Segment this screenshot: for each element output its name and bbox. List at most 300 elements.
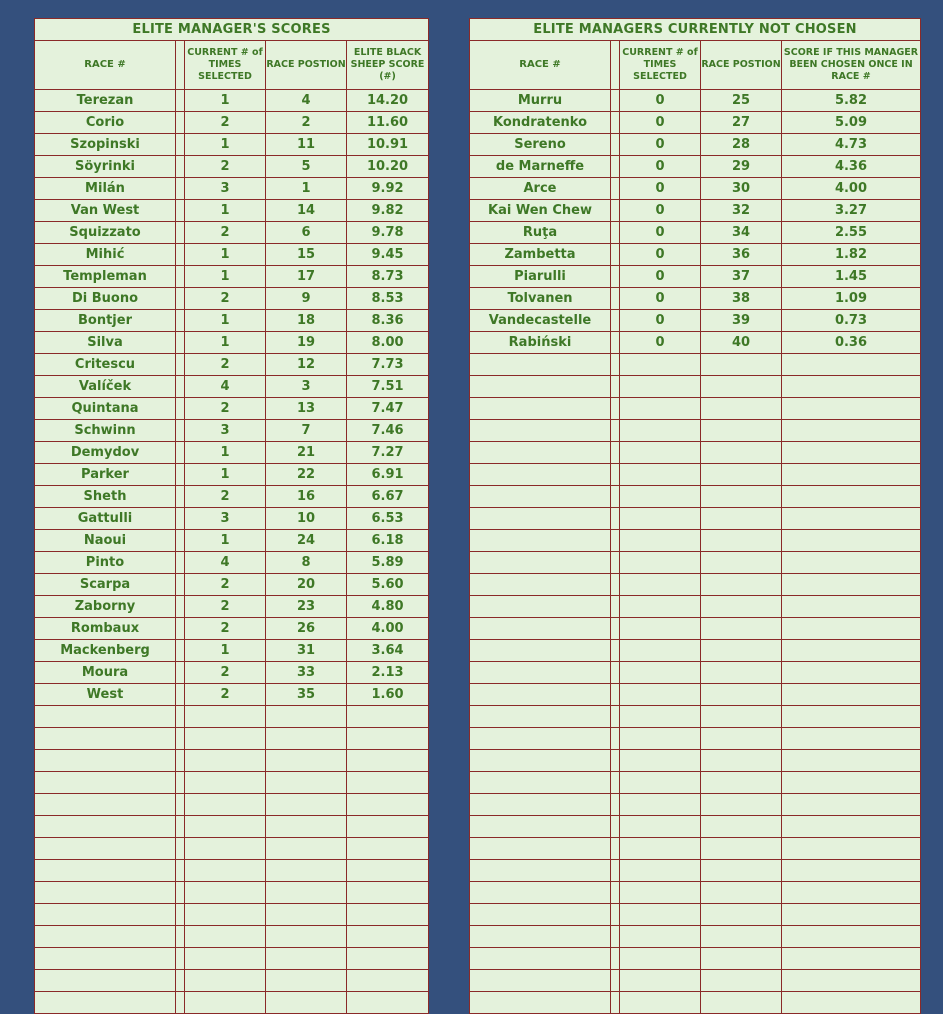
- spacer-cell[interactable]: [176, 838, 185, 860]
- manager-name-cell[interactable]: [470, 530, 611, 552]
- spacer-cell[interactable]: [611, 244, 620, 266]
- manager-name-cell[interactable]: [470, 772, 611, 794]
- spacer-cell[interactable]: [611, 354, 620, 376]
- times-selected-cell[interactable]: 1: [185, 332, 266, 354]
- spacer-cell[interactable]: [176, 266, 185, 288]
- score-cell[interactable]: 7.27: [347, 442, 429, 464]
- race-position-cell[interactable]: 9: [266, 288, 347, 310]
- spacer-cell[interactable]: [176, 596, 185, 618]
- score-cell[interactable]: 1.82: [782, 244, 921, 266]
- spacer-cell[interactable]: [611, 926, 620, 948]
- manager-name-cell[interactable]: [470, 728, 611, 750]
- spacer-cell[interactable]: [176, 992, 185, 1014]
- score-cell[interactable]: 0.36: [782, 332, 921, 354]
- score-cell[interactable]: 2.13: [347, 662, 429, 684]
- manager-name-cell[interactable]: Kondratenko: [470, 112, 611, 134]
- score-cell[interactable]: [782, 904, 921, 926]
- manager-name-cell[interactable]: [35, 706, 176, 728]
- manager-name-cell[interactable]: Di Buono: [35, 288, 176, 310]
- manager-name-cell[interactable]: Schwinn: [35, 420, 176, 442]
- spacer-cell[interactable]: [611, 662, 620, 684]
- spacer-cell[interactable]: [611, 992, 620, 1014]
- score-cell[interactable]: 6.67: [347, 486, 429, 508]
- score-cell[interactable]: [347, 992, 429, 1014]
- score-cell[interactable]: 4.73: [782, 134, 921, 156]
- times-selected-cell[interactable]: [185, 926, 266, 948]
- times-selected-cell[interactable]: [620, 464, 701, 486]
- spacer-cell[interactable]: [611, 266, 620, 288]
- manager-name-cell[interactable]: Tolvanen: [470, 288, 611, 310]
- times-selected-cell[interactable]: 1: [185, 266, 266, 288]
- race-position-cell[interactable]: [266, 706, 347, 728]
- race-position-cell[interactable]: 24: [266, 530, 347, 552]
- score-cell[interactable]: [782, 530, 921, 552]
- spacer-cell[interactable]: [176, 310, 185, 332]
- race-position-cell[interactable]: [701, 486, 782, 508]
- times-selected-cell[interactable]: 2: [185, 684, 266, 706]
- score-cell[interactable]: [347, 948, 429, 970]
- times-selected-cell[interactable]: [185, 750, 266, 772]
- spacer-cell[interactable]: [611, 552, 620, 574]
- race-position-cell[interactable]: [701, 398, 782, 420]
- manager-name-cell[interactable]: Arce: [470, 178, 611, 200]
- times-selected-cell[interactable]: [620, 552, 701, 574]
- times-selected-cell[interactable]: [185, 992, 266, 1014]
- race-position-cell[interactable]: 40: [701, 332, 782, 354]
- spacer-cell[interactable]: [611, 222, 620, 244]
- race-position-cell[interactable]: [701, 508, 782, 530]
- times-selected-cell[interactable]: 2: [185, 662, 266, 684]
- times-selected-cell[interactable]: 0: [620, 90, 701, 112]
- score-cell[interactable]: [782, 552, 921, 574]
- race-position-cell[interactable]: 29: [701, 156, 782, 178]
- manager-name-cell[interactable]: Naoui: [35, 530, 176, 552]
- score-cell[interactable]: [782, 464, 921, 486]
- times-selected-cell[interactable]: 2: [185, 486, 266, 508]
- score-cell[interactable]: [782, 860, 921, 882]
- spacer-cell[interactable]: [176, 750, 185, 772]
- spacer-cell[interactable]: [176, 134, 185, 156]
- times-selected-cell[interactable]: [620, 816, 701, 838]
- score-cell[interactable]: [347, 904, 429, 926]
- manager-name-cell[interactable]: [35, 816, 176, 838]
- race-position-cell[interactable]: [266, 794, 347, 816]
- manager-name-cell[interactable]: Ruţa: [470, 222, 611, 244]
- manager-name-cell[interactable]: Zambetta: [470, 244, 611, 266]
- score-cell[interactable]: [782, 882, 921, 904]
- manager-name-cell[interactable]: [470, 838, 611, 860]
- race-position-cell[interactable]: 33: [266, 662, 347, 684]
- score-cell[interactable]: 1.45: [782, 266, 921, 288]
- race-position-cell[interactable]: 19: [266, 332, 347, 354]
- score-cell[interactable]: [782, 684, 921, 706]
- spacer-cell[interactable]: [176, 706, 185, 728]
- spacer-cell[interactable]: [176, 112, 185, 134]
- score-cell[interactable]: [347, 706, 429, 728]
- race-position-cell[interactable]: [701, 794, 782, 816]
- manager-name-cell[interactable]: [470, 794, 611, 816]
- spacer-cell[interactable]: [176, 684, 185, 706]
- times-selected-cell[interactable]: 3: [185, 420, 266, 442]
- score-cell[interactable]: [782, 376, 921, 398]
- spacer-cell[interactable]: [611, 816, 620, 838]
- times-selected-cell[interactable]: 1: [185, 442, 266, 464]
- times-selected-cell[interactable]: 1: [185, 640, 266, 662]
- manager-name-cell[interactable]: [470, 464, 611, 486]
- spacer-cell[interactable]: [611, 90, 620, 112]
- spacer-cell[interactable]: [611, 332, 620, 354]
- spacer-cell[interactable]: [611, 618, 620, 640]
- race-position-cell[interactable]: 16: [266, 486, 347, 508]
- manager-name-cell[interactable]: Sheth: [35, 486, 176, 508]
- score-cell[interactable]: [782, 420, 921, 442]
- spacer-cell[interactable]: [611, 750, 620, 772]
- manager-name-cell[interactable]: [470, 442, 611, 464]
- race-position-cell[interactable]: [701, 992, 782, 1014]
- times-selected-cell[interactable]: 4: [185, 376, 266, 398]
- manager-name-cell[interactable]: [470, 816, 611, 838]
- times-selected-cell[interactable]: 0: [620, 222, 701, 244]
- score-cell[interactable]: 8.53: [347, 288, 429, 310]
- times-selected-cell[interactable]: [620, 860, 701, 882]
- score-cell[interactable]: 5.09: [782, 112, 921, 134]
- times-selected-cell[interactable]: [185, 838, 266, 860]
- times-selected-cell[interactable]: [185, 904, 266, 926]
- race-position-cell[interactable]: [266, 882, 347, 904]
- times-selected-cell[interactable]: 0: [620, 134, 701, 156]
- spacer-cell[interactable]: [176, 530, 185, 552]
- score-cell[interactable]: [782, 838, 921, 860]
- race-position-cell[interactable]: [701, 530, 782, 552]
- spacer-cell[interactable]: [611, 420, 620, 442]
- score-cell[interactable]: 11.60: [347, 112, 429, 134]
- times-selected-cell[interactable]: [620, 838, 701, 860]
- score-cell[interactable]: [782, 486, 921, 508]
- times-selected-cell[interactable]: [620, 948, 701, 970]
- times-selected-cell[interactable]: 2: [185, 156, 266, 178]
- spacer-cell[interactable]: [176, 618, 185, 640]
- times-selected-cell[interactable]: [620, 772, 701, 794]
- manager-name-cell[interactable]: [35, 750, 176, 772]
- times-selected-cell[interactable]: [620, 706, 701, 728]
- times-selected-cell[interactable]: 0: [620, 310, 701, 332]
- score-cell[interactable]: 4.80: [347, 596, 429, 618]
- manager-name-cell[interactable]: Terezan: [35, 90, 176, 112]
- times-selected-cell[interactable]: [620, 926, 701, 948]
- score-cell[interactable]: 4.00: [782, 178, 921, 200]
- spacer-cell[interactable]: [176, 156, 185, 178]
- spacer-cell[interactable]: [176, 640, 185, 662]
- manager-name-cell[interactable]: Pinto: [35, 552, 176, 574]
- spacer-cell[interactable]: [176, 398, 185, 420]
- race-position-cell[interactable]: 38: [701, 288, 782, 310]
- race-position-cell[interactable]: 8: [266, 552, 347, 574]
- race-position-cell[interactable]: [701, 596, 782, 618]
- manager-name-cell[interactable]: Sereno: [470, 134, 611, 156]
- race-position-cell[interactable]: 18: [266, 310, 347, 332]
- score-cell[interactable]: [347, 882, 429, 904]
- race-position-cell[interactable]: [266, 728, 347, 750]
- spacer-cell[interactable]: [611, 948, 620, 970]
- manager-name-cell[interactable]: [470, 860, 611, 882]
- times-selected-cell[interactable]: 1: [185, 134, 266, 156]
- manager-name-cell[interactable]: [470, 750, 611, 772]
- times-selected-cell[interactable]: [620, 882, 701, 904]
- race-position-cell[interactable]: 6: [266, 222, 347, 244]
- spacer-cell[interactable]: [611, 178, 620, 200]
- race-position-cell[interactable]: [701, 838, 782, 860]
- race-position-cell[interactable]: 5: [266, 156, 347, 178]
- race-position-cell[interactable]: [266, 838, 347, 860]
- manager-name-cell[interactable]: Scarpa: [35, 574, 176, 596]
- score-cell[interactable]: 6.53: [347, 508, 429, 530]
- race-position-cell[interactable]: 28: [701, 134, 782, 156]
- race-position-cell[interactable]: 2: [266, 112, 347, 134]
- spacer-cell[interactable]: [176, 574, 185, 596]
- manager-name-cell[interactable]: Templeman: [35, 266, 176, 288]
- times-selected-cell[interactable]: 0: [620, 178, 701, 200]
- race-position-cell[interactable]: 39: [701, 310, 782, 332]
- spacer-cell[interactable]: [611, 200, 620, 222]
- manager-name-cell[interactable]: [470, 684, 611, 706]
- manager-name-cell[interactable]: Mackenberg: [35, 640, 176, 662]
- spacer-cell[interactable]: [611, 464, 620, 486]
- score-cell[interactable]: 10.91: [347, 134, 429, 156]
- manager-name-cell[interactable]: Squizzato: [35, 222, 176, 244]
- spacer-cell[interactable]: [611, 860, 620, 882]
- manager-name-cell[interactable]: Milán: [35, 178, 176, 200]
- spacer-cell[interactable]: [611, 530, 620, 552]
- manager-name-cell[interactable]: [35, 838, 176, 860]
- manager-name-cell[interactable]: [470, 926, 611, 948]
- race-position-cell[interactable]: 37: [701, 266, 782, 288]
- race-position-cell[interactable]: [701, 354, 782, 376]
- times-selected-cell[interactable]: [620, 596, 701, 618]
- spacer-cell[interactable]: [176, 288, 185, 310]
- times-selected-cell[interactable]: [620, 640, 701, 662]
- manager-name-cell[interactable]: Söyrinki: [35, 156, 176, 178]
- race-position-cell[interactable]: 26: [266, 618, 347, 640]
- score-cell[interactable]: 9.45: [347, 244, 429, 266]
- race-position-cell[interactable]: 15: [266, 244, 347, 266]
- manager-name-cell[interactable]: [35, 926, 176, 948]
- spacer-cell[interactable]: [611, 134, 620, 156]
- times-selected-cell[interactable]: [185, 948, 266, 970]
- spacer-cell[interactable]: [176, 464, 185, 486]
- spacer-cell[interactable]: [176, 376, 185, 398]
- spacer-cell[interactable]: [176, 882, 185, 904]
- times-selected-cell[interactable]: [620, 684, 701, 706]
- race-position-cell[interactable]: [701, 706, 782, 728]
- race-position-cell[interactable]: 20: [266, 574, 347, 596]
- spacer-cell[interactable]: [611, 794, 620, 816]
- score-cell[interactable]: 9.82: [347, 200, 429, 222]
- score-cell[interactable]: [782, 662, 921, 684]
- score-cell[interactable]: [782, 706, 921, 728]
- manager-name-cell[interactable]: Vandecastelle: [470, 310, 611, 332]
- race-position-cell[interactable]: 34: [701, 222, 782, 244]
- race-position-cell[interactable]: [701, 860, 782, 882]
- manager-name-cell[interactable]: West: [35, 684, 176, 706]
- times-selected-cell[interactable]: 1: [185, 464, 266, 486]
- score-cell[interactable]: [347, 728, 429, 750]
- race-position-cell[interactable]: 17: [266, 266, 347, 288]
- spacer-cell[interactable]: [611, 112, 620, 134]
- race-position-cell[interactable]: [266, 948, 347, 970]
- race-position-cell[interactable]: 4: [266, 90, 347, 112]
- spacer-cell[interactable]: [611, 640, 620, 662]
- times-selected-cell[interactable]: [185, 706, 266, 728]
- spacer-cell[interactable]: [611, 706, 620, 728]
- times-selected-cell[interactable]: [620, 794, 701, 816]
- race-position-cell[interactable]: [701, 684, 782, 706]
- score-cell[interactable]: 1.09: [782, 288, 921, 310]
- manager-name-cell[interactable]: Gattulli: [35, 508, 176, 530]
- score-cell[interactable]: [782, 442, 921, 464]
- score-cell[interactable]: 9.92: [347, 178, 429, 200]
- times-selected-cell[interactable]: [620, 574, 701, 596]
- score-cell[interactable]: [782, 772, 921, 794]
- manager-name-cell[interactable]: [470, 992, 611, 1014]
- score-cell[interactable]: 7.46: [347, 420, 429, 442]
- score-cell[interactable]: [782, 750, 921, 772]
- race-position-cell[interactable]: 7: [266, 420, 347, 442]
- manager-name-cell[interactable]: Bontjer: [35, 310, 176, 332]
- spacer-cell[interactable]: [176, 244, 185, 266]
- race-position-cell[interactable]: [701, 618, 782, 640]
- times-selected-cell[interactable]: [620, 992, 701, 1014]
- manager-name-cell[interactable]: [470, 420, 611, 442]
- times-selected-cell[interactable]: 2: [185, 618, 266, 640]
- times-selected-cell[interactable]: [620, 508, 701, 530]
- times-selected-cell[interactable]: [620, 442, 701, 464]
- spacer-cell[interactable]: [176, 772, 185, 794]
- score-cell[interactable]: [347, 816, 429, 838]
- race-position-cell[interactable]: 14: [266, 200, 347, 222]
- race-position-cell[interactable]: 1: [266, 178, 347, 200]
- times-selected-cell[interactable]: [620, 904, 701, 926]
- times-selected-cell[interactable]: 2: [185, 222, 266, 244]
- times-selected-cell[interactable]: 0: [620, 200, 701, 222]
- times-selected-cell[interactable]: 1: [185, 244, 266, 266]
- times-selected-cell[interactable]: [185, 728, 266, 750]
- spacer-cell[interactable]: [611, 398, 620, 420]
- spacer-cell[interactable]: [176, 662, 185, 684]
- manager-name-cell[interactable]: Moura: [35, 662, 176, 684]
- race-position-cell[interactable]: [701, 816, 782, 838]
- times-selected-cell[interactable]: 2: [185, 574, 266, 596]
- spacer-cell[interactable]: [176, 860, 185, 882]
- manager-name-cell[interactable]: [470, 596, 611, 618]
- score-cell[interactable]: 1.60: [347, 684, 429, 706]
- spacer-cell[interactable]: [611, 838, 620, 860]
- times-selected-cell[interactable]: 1: [185, 200, 266, 222]
- times-selected-cell[interactable]: 2: [185, 354, 266, 376]
- spacer-cell[interactable]: [176, 420, 185, 442]
- spacer-cell[interactable]: [176, 486, 185, 508]
- times-selected-cell[interactable]: [620, 750, 701, 772]
- race-position-cell[interactable]: [266, 860, 347, 882]
- spacer-cell[interactable]: [611, 156, 620, 178]
- race-position-cell[interactable]: [266, 750, 347, 772]
- times-selected-cell[interactable]: 0: [620, 244, 701, 266]
- manager-name-cell[interactable]: [35, 772, 176, 794]
- score-cell[interactable]: [347, 794, 429, 816]
- score-cell[interactable]: 3.64: [347, 640, 429, 662]
- score-cell[interactable]: 7.47: [347, 398, 429, 420]
- race-position-cell[interactable]: 10: [266, 508, 347, 530]
- race-position-cell[interactable]: [266, 816, 347, 838]
- manager-name-cell[interactable]: [470, 508, 611, 530]
- manager-name-cell[interactable]: Valíček: [35, 376, 176, 398]
- score-cell[interactable]: [782, 574, 921, 596]
- score-cell[interactable]: 7.73: [347, 354, 429, 376]
- manager-name-cell[interactable]: Mihić: [35, 244, 176, 266]
- race-position-cell[interactable]: 22: [266, 464, 347, 486]
- score-cell[interactable]: 9.78: [347, 222, 429, 244]
- manager-name-cell[interactable]: Critescu: [35, 354, 176, 376]
- score-cell[interactable]: [782, 816, 921, 838]
- manager-name-cell[interactable]: [35, 904, 176, 926]
- manager-name-cell[interactable]: [470, 662, 611, 684]
- race-position-cell[interactable]: 31: [266, 640, 347, 662]
- manager-name-cell[interactable]: [470, 882, 611, 904]
- manager-name-cell[interactable]: [470, 354, 611, 376]
- race-position-cell[interactable]: [701, 574, 782, 596]
- race-position-cell[interactable]: [701, 420, 782, 442]
- race-position-cell[interactable]: [701, 772, 782, 794]
- race-position-cell[interactable]: [266, 992, 347, 1014]
- score-cell[interactable]: 4.36: [782, 156, 921, 178]
- times-selected-cell[interactable]: 3: [185, 178, 266, 200]
- score-cell[interactable]: [782, 948, 921, 970]
- times-selected-cell[interactable]: [620, 354, 701, 376]
- times-selected-cell[interactable]: 0: [620, 288, 701, 310]
- race-position-cell[interactable]: 30: [701, 178, 782, 200]
- times-selected-cell[interactable]: [620, 662, 701, 684]
- race-position-cell[interactable]: [701, 948, 782, 970]
- manager-name-cell[interactable]: [470, 552, 611, 574]
- times-selected-cell[interactable]: [185, 772, 266, 794]
- score-cell[interactable]: 8.00: [347, 332, 429, 354]
- manager-name-cell[interactable]: [35, 728, 176, 750]
- manager-name-cell[interactable]: Piarulli: [470, 266, 611, 288]
- race-position-cell[interactable]: [701, 750, 782, 772]
- race-position-cell[interactable]: [701, 728, 782, 750]
- manager-name-cell[interactable]: [470, 376, 611, 398]
- score-cell[interactable]: [782, 992, 921, 1014]
- spacer-cell[interactable]: [611, 684, 620, 706]
- times-selected-cell[interactable]: [620, 420, 701, 442]
- race-position-cell[interactable]: 25: [701, 90, 782, 112]
- manager-name-cell[interactable]: Kai Wen Chew: [470, 200, 611, 222]
- spacer-cell[interactable]: [176, 552, 185, 574]
- times-selected-cell[interactable]: 3: [185, 508, 266, 530]
- times-selected-cell[interactable]: 0: [620, 156, 701, 178]
- race-position-cell[interactable]: 13: [266, 398, 347, 420]
- manager-name-cell[interactable]: [470, 574, 611, 596]
- race-position-cell[interactable]: [701, 662, 782, 684]
- manager-name-cell[interactable]: Zaborny: [35, 596, 176, 618]
- spacer-cell[interactable]: [611, 486, 620, 508]
- times-selected-cell[interactable]: 4: [185, 552, 266, 574]
- manager-name-cell[interactable]: [470, 486, 611, 508]
- times-selected-cell[interactable]: [620, 530, 701, 552]
- spacer-cell[interactable]: [611, 442, 620, 464]
- race-position-cell[interactable]: [701, 442, 782, 464]
- race-position-cell[interactable]: [701, 882, 782, 904]
- score-cell[interactable]: 5.82: [782, 90, 921, 112]
